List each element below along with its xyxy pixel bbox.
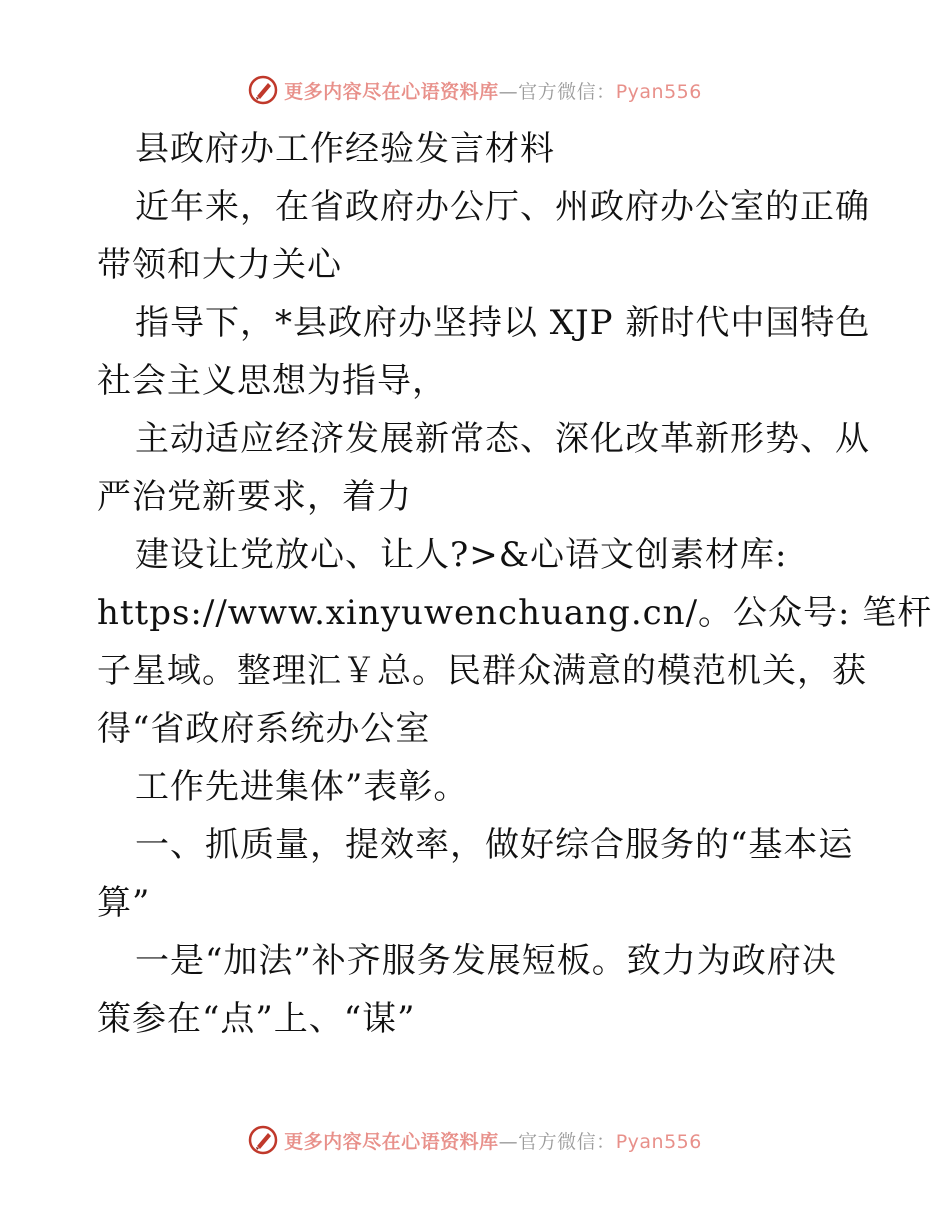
document-body [97,120,933,1048]
pen-logo-icon [248,1125,278,1155]
paragraph-line: 主动适应经济发展新常态、深化改革新形势、从 [135,419,870,459]
header-watermark-banner [0,70,950,110]
paragraph-line: 工作先进集体”表彰。 [135,767,469,807]
footer-watermark-banner [0,1120,950,1160]
paragraph-line: 一是“加法”补齐服务发展短板。致力为政府决 [135,941,837,981]
paragraph-line: 得“省政府系统办公室 [97,709,431,749]
paragraph-line: 社会主义思想为指导， [97,361,447,401]
paragraph-line: 近年来，在省政府办公厅、州政府办公室的正确 [135,187,870,227]
paragraph-line: 带领和大力关心 [97,245,342,285]
header-watermark-text: 更多内容尽在心语资料库—官方微信：Pyan556 [284,80,702,103]
paragraph-line: https://www.xinyuwenchuang.cn/。公众号: 笔杆 [97,593,933,633]
paragraph-line: 策参在“点”上、“谋” [97,999,416,1039]
document-title: 县政府办工作经验发言材料 [135,129,555,169]
paragraph-line: 子星域。整理汇￥总。民群众满意的模范机关，获 [97,651,867,691]
section-heading-line: 算” [97,883,151,923]
footer-watermark-text: 更多内容尽在心语资料库—官方微信：Pyan556 [284,1130,702,1153]
section-heading-line: 一、抓质量，提效率，做好综合服务的“基本运 [135,825,854,865]
paragraph-line: 指导下，*县政府办坚持以 XJP 新时代中国特色 [135,303,871,343]
paragraph-line: 建设让党放心、让人?>&心语文创素材库: [135,535,788,575]
paragraph-line: 严治党新要求，着力 [97,477,412,517]
pen-logo-icon [248,75,278,105]
